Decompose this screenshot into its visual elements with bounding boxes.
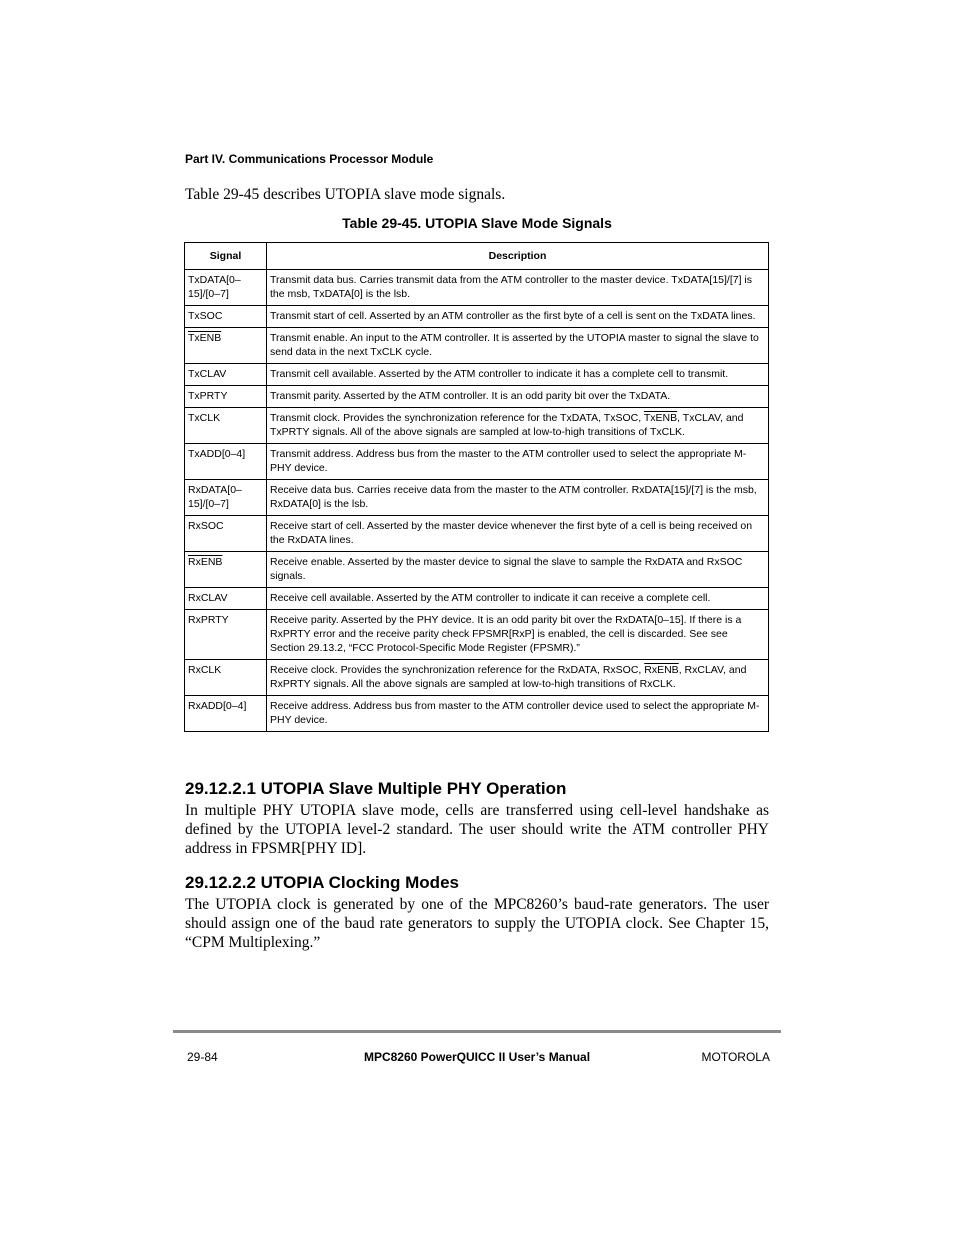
table-row xyxy=(185,552,769,588)
description-cell xyxy=(267,270,769,306)
section-body: The UTOPIA clock is generated by one of the MPC8260’s baud-rate generators. The user should assign one of the baud rate generators to supply the UTOPIA clock. See Chapter 15, “CPM Multiplexing.” xyxy=(185,896,769,951)
description-cell xyxy=(267,516,769,552)
signal-name: TxPRTY xyxy=(188,390,228,402)
signal-cell xyxy=(185,696,267,732)
signal-cell xyxy=(185,386,267,408)
signal-cell xyxy=(185,364,267,386)
table-row xyxy=(185,660,769,696)
description-text: Receive parity. Asserted by the PHY device. It is an odd parity bit over the RxDATA[0–15]. If there is a RxPRTY error and the receive parity check FPSMR[RxP] is enabled, the cell is discarded. See see Section 29.13.2, “FCC Protocol-Specific Mode Register (FPSMR).” xyxy=(270,614,742,654)
table-row xyxy=(185,696,769,732)
signal-cell xyxy=(185,610,267,660)
description-text: Transmit address. Address bus from the master to the ATM controller used to select the appropriate M-PHY device. xyxy=(270,448,747,474)
description-text: Transmit enable. An input to the ATM controller. It is asserted by the UTOPIA master to signal the slave to send data in the next TxCLK cycle. xyxy=(270,332,759,358)
description-text: Transmit start of cell. Asserted by an ATM controller as the first byte of a cell is sent on the TxDATA lines. xyxy=(270,310,756,322)
signal-name: TxCLAV xyxy=(188,368,227,380)
running-head: Part IV. Communications Processor Module xyxy=(185,152,434,166)
table-row xyxy=(185,364,769,386)
signal-name: RxSOC xyxy=(188,520,224,532)
table-row xyxy=(185,588,769,610)
section-multiple-phy xyxy=(185,779,769,858)
description-cell xyxy=(267,552,769,588)
intro-text: Table 29-45 describes UTOPIA slave mode signals. xyxy=(185,186,506,203)
table-row xyxy=(185,480,769,516)
description-cell xyxy=(267,364,769,386)
signal-cell xyxy=(185,306,267,328)
signal-cell xyxy=(185,444,267,480)
footer-publisher: MOTOROLA xyxy=(701,1050,770,1064)
signal-name: RxDATA[0–15]/[0–7] xyxy=(188,484,242,510)
signal-name: RxCLK xyxy=(188,664,222,676)
signal-name: TxCLK xyxy=(188,412,221,424)
description-text: Receive start of cell. Asserted by the master device whenever the first byte of a cell is being received on the RxDATA lines. xyxy=(270,520,753,546)
signal-cell xyxy=(185,480,267,516)
description-cell xyxy=(267,480,769,516)
signals-table xyxy=(184,242,769,732)
description-cell xyxy=(267,408,769,444)
description-text: , TxCLAV, and TxPRTY signals. All of the above signals are sampled at low-to-high transitions of TxCLK. xyxy=(270,412,744,438)
description-cell xyxy=(267,444,769,480)
table-row xyxy=(185,386,769,408)
table-row xyxy=(185,306,769,328)
description-text: Receive enable. Asserted by the master device to signal the slave to sample the RxDATA and RxSOC signals. xyxy=(270,556,743,582)
signal-cell xyxy=(185,516,267,552)
table-row xyxy=(185,610,769,660)
header-description: Description xyxy=(267,243,769,270)
description-cell xyxy=(267,696,769,732)
section-body: In multiple PHY UTOPIA slave mode, cells are transferred using cell-level handshake as defined by the UTOPIA level-2 standard. The user should write the ATM controller PHY address in FPSMR[PHY ID]. xyxy=(185,802,769,857)
signal-name: RxCLAV xyxy=(188,592,228,604)
footer-rule xyxy=(173,1030,781,1033)
description-text: Receive address. Address bus from master to the ATM controller device used to select the appropriate M-PHY device. xyxy=(270,700,760,726)
signal-reference: TxENB xyxy=(643,412,678,424)
table-body xyxy=(185,270,769,732)
signal-reference: RxENB xyxy=(644,664,679,676)
signal-cell xyxy=(185,328,267,364)
description-text: Transmit data bus. Carries transmit data from the ATM controller to the master device. TxDATA[15]/[7] is the msb, TxDATA[0] is the lsb. xyxy=(270,274,753,300)
signal-cell xyxy=(185,270,267,306)
description-cell xyxy=(267,306,769,328)
signal-name: TxSOC xyxy=(188,310,223,322)
header-signal: Signal xyxy=(185,243,267,270)
description-text: Transmit parity. Asserted by the ATM controller. It is an odd parity bit over the TxDATA. xyxy=(270,390,671,402)
description-text: Transmit clock. Provides the synchronization reference for the TxDATA, TxSOC, xyxy=(270,412,644,424)
signal-cell xyxy=(185,552,267,588)
signal-name: RxADD[0–4] xyxy=(188,700,247,712)
signal-name: RxENB xyxy=(188,556,223,568)
signal-name: TxENB xyxy=(188,332,222,344)
footer-manual-title: MPC8260 PowerQUICC II User’s Manual xyxy=(363,1050,591,1064)
table-row xyxy=(185,444,769,480)
signal-cell xyxy=(185,408,267,444)
description-cell xyxy=(267,610,769,660)
signal-cell xyxy=(185,660,267,696)
signal-name: RxPRTY xyxy=(188,614,229,626)
description-cell xyxy=(267,588,769,610)
description-text: Receive data bus. Carries receive data from the master to the ATM controller. RxDATA[15]/[7] is the msb, RxDATA[0] is the lsb. xyxy=(270,484,757,510)
table-row xyxy=(185,408,769,444)
table-row xyxy=(185,516,769,552)
description-text: Transmit cell available. Asserted by the ATM controller to indicate it has a complete cell to transmit. xyxy=(270,368,729,380)
section-heading: 29.12.2.1 UTOPIA Slave Multiple PHY Operation xyxy=(185,779,567,798)
description-text: Receive clock. Provides the synchronization reference for the RxDATA, RxSOC, xyxy=(270,664,645,676)
footer-page-number: 29-84 xyxy=(187,1050,218,1064)
table-header-row xyxy=(185,243,769,270)
description-cell xyxy=(267,386,769,408)
section-clocking-modes xyxy=(185,873,769,952)
signal-cell xyxy=(185,588,267,610)
signal-name: TxADD[0–4] xyxy=(188,448,246,460)
table-row xyxy=(185,328,769,364)
description-text: Receive cell available. Asserted by the ATM controller to indicate it can receive a complete cell. xyxy=(270,592,711,604)
table-row xyxy=(185,270,769,306)
table-caption: Table 29-45. UTOPIA Slave Mode Signals xyxy=(342,215,612,231)
description-text: , RxCLAV, and RxPRTY signals. All the above signals are sampled at low-to-high transitions of RxCLK. xyxy=(270,664,747,690)
description-cell xyxy=(267,328,769,364)
description-cell xyxy=(267,660,769,696)
section-heading: 29.12.2.2 UTOPIA Clocking Modes xyxy=(185,873,459,892)
signal-name: TxDATA[0–15]/[0–7] xyxy=(188,274,241,300)
